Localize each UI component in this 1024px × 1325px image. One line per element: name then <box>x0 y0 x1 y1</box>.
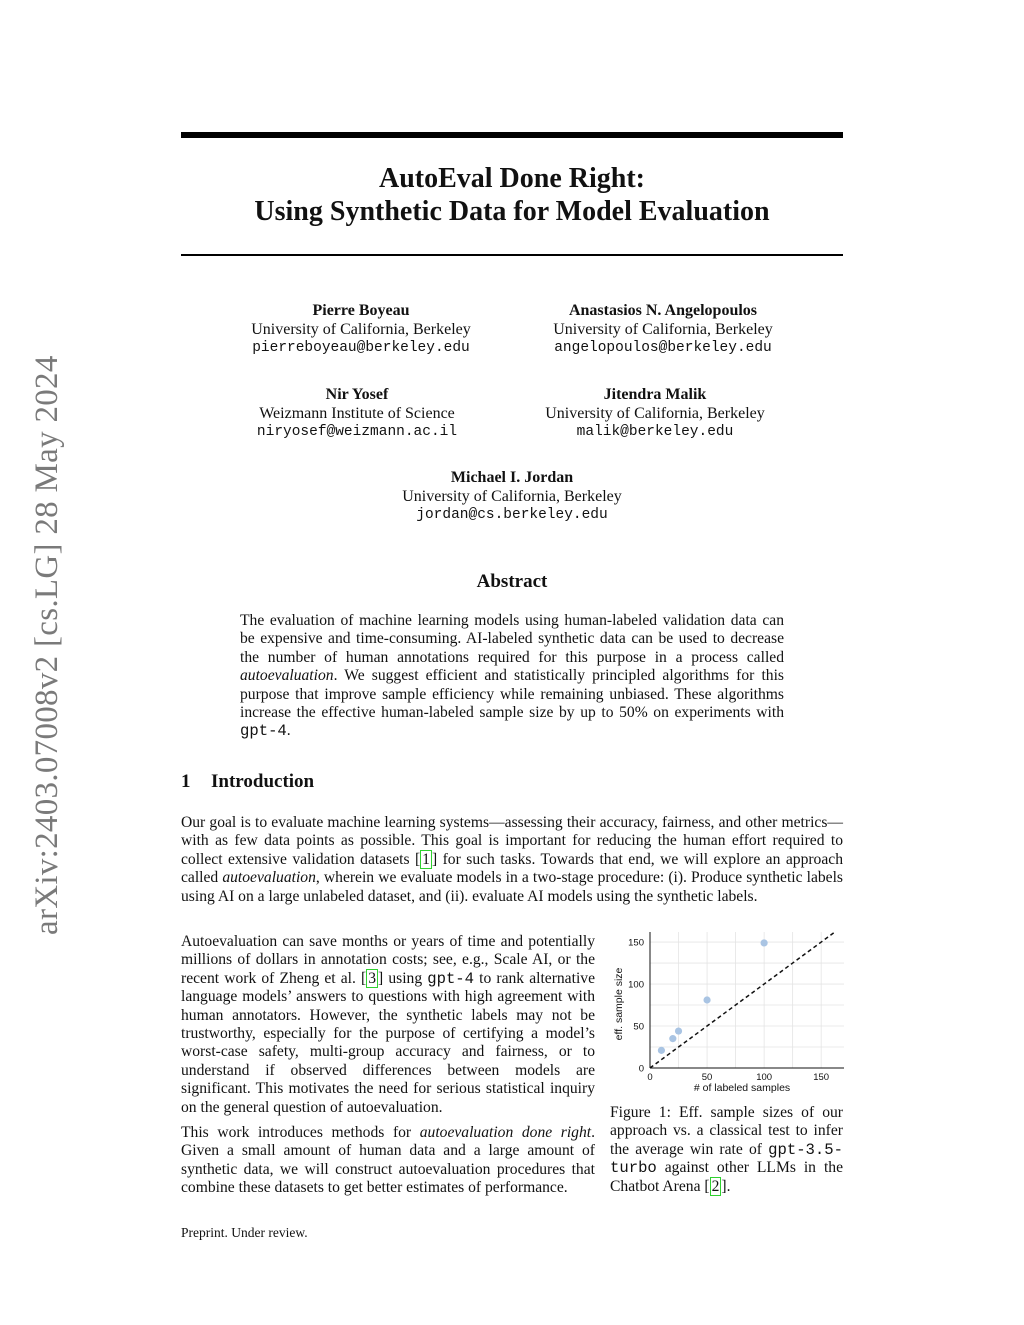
author-block <box>513 301 813 358</box>
data-point <box>703 996 710 1003</box>
author-name: Nir Yosef <box>325 386 389 403</box>
author-email[interactable]: angelopoulos@berkeley.edu <box>554 340 772 356</box>
author-name: Jitendra Malik <box>603 386 707 403</box>
x-axis-label: # of labeled samples <box>693 1082 791 1094</box>
y-tick-label: 50 <box>633 1021 644 1033</box>
author-block <box>362 468 662 525</box>
reference-line-y-equals-x <box>650 932 835 1068</box>
arxiv-identifier-stamp: arXiv:2403.07008v2 [cs.LG] 28 May 2024 <box>29 355 65 935</box>
x-tick-label: 100 <box>756 1072 773 1083</box>
chart-svg <box>608 928 844 1100</box>
author-name: Anastasios N. Angelopoulos <box>568 302 758 319</box>
section-number: 1 <box>181 771 191 792</box>
section-heading <box>181 771 314 793</box>
x-tick-label: 50 <box>701 1072 713 1083</box>
paper-title <box>181 162 843 228</box>
x-tick-label: 0 <box>647 1072 653 1083</box>
data-point <box>761 939 768 946</box>
author-email[interactable]: malik@berkeley.edu <box>576 424 734 440</box>
author-block <box>211 301 511 358</box>
caption-code: gpt-3.5-turbo <box>610 1140 843 1178</box>
author-name: Pierre Boyeau <box>312 302 410 319</box>
intro-paragraph: This work introduces methods for autoevaluation done right. Given a small amount of human data and a large amount of synthetic data, we will construct autoevaluation procedures that combine these datasets to get better estimates of performance. <box>181 1124 595 1197</box>
y-tick-label: 0 <box>638 1063 644 1075</box>
author-block <box>207 385 507 442</box>
author-block <box>505 385 805 442</box>
abstract-emphasis: autoevaluation <box>240 667 334 685</box>
title-line-1: AutoEval Done Right: <box>378 163 645 194</box>
author-affiliation: University of California, Berkeley <box>402 488 622 505</box>
title-rule-bottom <box>181 254 843 256</box>
footer-note: Preprint. Under review. <box>181 1225 308 1240</box>
author-name: Michael I. Jordan <box>450 469 574 486</box>
abstract-heading: Abstract <box>476 571 548 592</box>
y-axis-label: eff. sample size <box>613 967 625 1041</box>
intro-paragraph: Our goal is to evaluate machine learning systems—assessing their accuracy, fairness, and other metrics—with as few data points as possible. This goal is important for reducing the human effort required to collect extensive validation datasets [ 1 ] for such tasks. Towards that end, we will explore an approach called autoevaluation, wherein we evaluate models in a two-stage procedure: (i). Produce synthetic labels using AI on a large unlabeled dataset, and (ii). evaluate AI models using the synthetic labels. <box>181 814 844 905</box>
intro-paragraph: Autoevaluation can save months or years of time and potentially millions of dollars in annotation costs; see, e.g., Scale AI, or the recent work of Zheng et al. [ 3 ] using gpt-4 to rank alternative language models’ answers to questions with high agreement with human annotators. However, the synthetic labels may not be trustworthy, especially for the purpose of certifying a model’s worst-case safety, multi-group accuracy and fairness, or to understand if observed differences between models are significant. This motivates the need for serious statistical inquiry on the general question of autoevaluation. <box>181 933 595 1116</box>
data-point <box>675 1027 682 1034</box>
abstract-code: gpt-4 <box>240 722 287 741</box>
author-email[interactable]: niryosef@weizmann.ac.il <box>256 424 458 440</box>
figure-caption: Figure 1: Eff. sample sizes of our approach vs. a classical test to infer the average win rate of gpt-3.5-turbo against other LLMs in the Chatbot Arena [ 2 ]. <box>610 1104 843 1195</box>
y-tick-label: 150 <box>628 937 644 949</box>
author-affiliation: University of California, Berkeley <box>251 321 471 338</box>
inline-code: gpt-4 <box>427 969 475 988</box>
author-affiliation: University of California, Berkeley <box>545 405 765 422</box>
title-rule-top <box>181 132 843 138</box>
author-affiliation: Weizmann Institute of Science <box>259 405 455 422</box>
x-tick-label: 150 <box>813 1072 830 1083</box>
citation-link[interactable]: 3 <box>368 969 377 987</box>
figure-1-scatter-chart <box>608 928 844 1100</box>
author-email[interactable]: pierreboyeau@berkeley.edu <box>252 340 470 356</box>
author-affiliation: University of California, Berkeley <box>553 321 773 338</box>
abstract-body: The evaluation of machine learning models using human-labeled validation data can be expensive and time-consuming. AI-labeled synthetic data can be used to decrease the number of human annotations required for this purpose in a process called autoevaluation. We suggest efficient and statistically principled algorithms for this purpose that improve sample efficiency while remaining unbiased. These algorithms increase the effective human-labeled sample size by up to 50% on experiments with gpt-4. <box>240 612 784 741</box>
citation-link[interactable]: 2 <box>711 1177 720 1195</box>
y-tick-label: 100 <box>628 979 644 991</box>
data-point <box>658 1047 665 1054</box>
title-line-2: Using Synthetic Data for Model Evaluation <box>254 196 770 227</box>
data-point <box>669 1035 676 1042</box>
section-title: Introduction <box>211 771 315 792</box>
author-email[interactable]: jordan@cs.berkeley.edu <box>416 507 608 523</box>
citation-link[interactable]: 1 <box>422 850 430 868</box>
